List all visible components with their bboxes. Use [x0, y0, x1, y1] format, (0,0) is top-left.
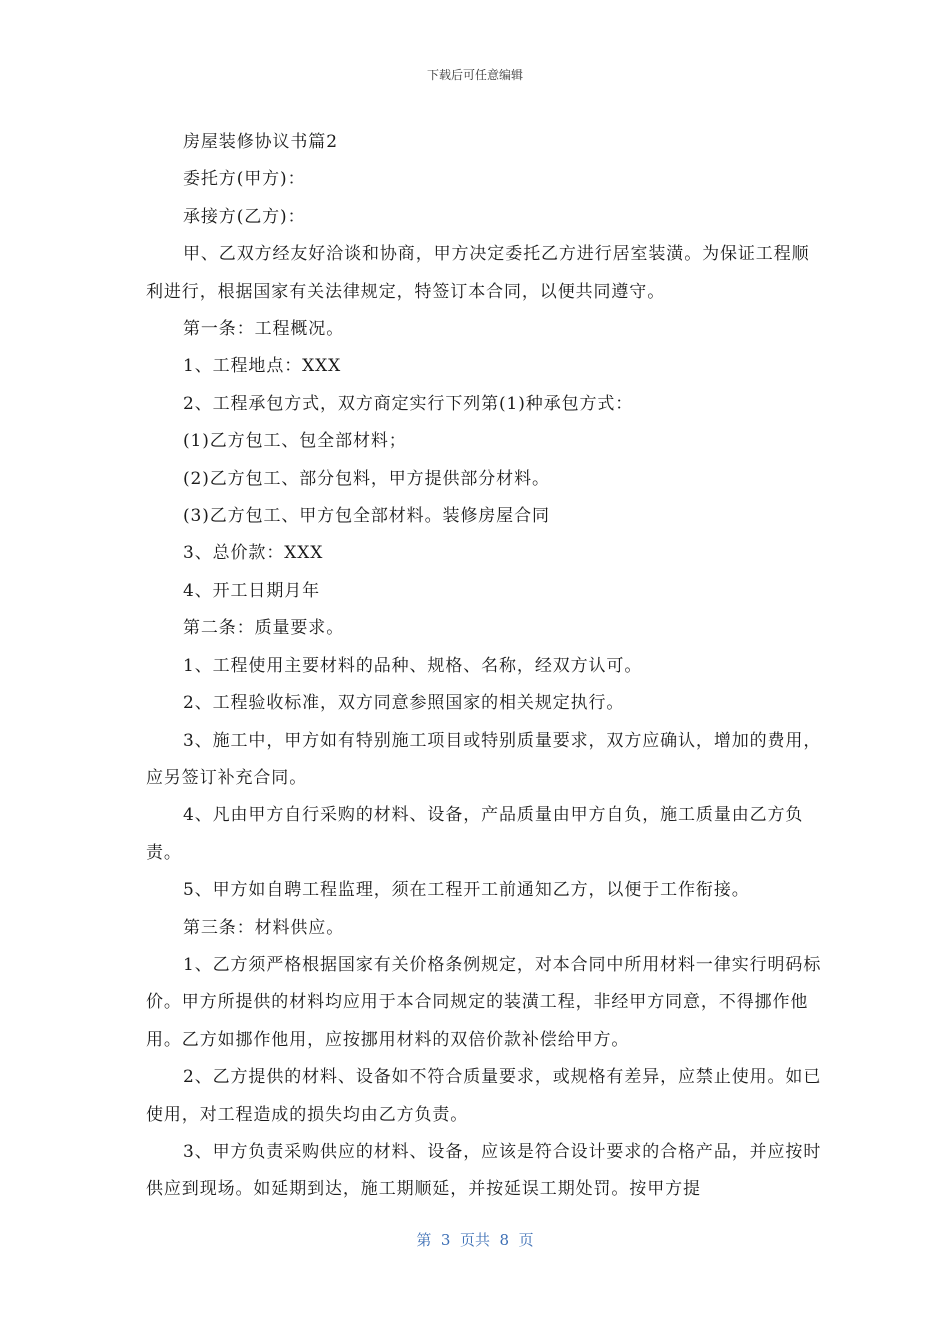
article-heading: 第一条：工程概况。 [183, 319, 345, 340]
party-a-line: 委托方(甲方)： [183, 169, 306, 190]
article-heading: 第三条：材料供应。 [183, 917, 345, 938]
page-header: 下载后可任意编辑 [426, 68, 523, 82]
clause-paragraph: 1、工程使用主要材料的品种、规格、名称，经双方认可。 [183, 655, 643, 676]
clause-paragraph: (2)乙方包工、部分包料，甲方提供部分材料。 [183, 468, 550, 489]
clause-paragraph: 3、甲方负责采购供应的材料、设备，应该是符合设计要求的合格产品，并应按时供应到现场。如延期到达，施工期顺延，并按延误工期处罚。按甲方提 [146, 1141, 822, 1200]
clause-paragraph: (1)乙方包工、包全部材料； [183, 431, 407, 452]
page-number-footer: 第 3 页共 8 页 [416, 1231, 534, 1249]
preamble-paragraph: 甲、乙双方经友好洽谈和协商，甲方决定委托乙方进行居室装潢。为保证工程顺利进行，根据国家有关法律规定，特签订本合同，以便共同遵守。 [146, 244, 810, 302]
clause-paragraph: 2、工程承包方式，双方商定实行下列第(1)种承包方式： [183, 393, 634, 414]
clause-paragraph: 3、施工中，甲方如有特别施工项目或特别质量要求，双方应确认，增加的费用，应另签订补充合同。 [146, 730, 822, 788]
section-title: 房屋装修协议书篇2 [183, 132, 338, 152]
clause-paragraph: 3、总价款：XXX [183, 543, 324, 564]
clause-paragraph: 1、工程地点：XXX [183, 356, 342, 377]
article-heading: 第二条：质量要求。 [183, 618, 345, 639]
clause-paragraph: 5、甲方如自聘工程监理，须在工程开工前通知乙方，以便于工作衔接。 [183, 880, 750, 901]
clause-paragraph: 1、乙方须严格根据国家有关价格条例规定，对本合同中所用材料一律实行明码标价。甲方所提供的材料均应用于本合同规定的装潢工程，非经甲方同意，不得挪作他用。乙方如挪作他用，应按挪用材料的双倍价款补偿给甲方。 [146, 954, 822, 1050]
clause-paragraph: 2、乙方提供的材料、设备如不符合质量要求，或规格有差异，应禁止使用。如已使用，对工程造成的损失均由乙方负责。 [146, 1067, 822, 1125]
document-body [146, 124, 826, 1209]
clause-paragraph: 4、凡由甲方自行采购的材料、设备，产品质量由甲方自负，施工质量由乙方负责。 [146, 805, 804, 863]
clause-paragraph: 4、开工日期月年 [183, 580, 321, 601]
party-b-line: 承接方(乙方)： [183, 206, 306, 227]
clause-paragraph: 2、工程验收标准，双方同意参照国家的相关规定执行。 [183, 693, 625, 714]
clause-paragraph: (3)乙方包工、甲方包全部材料。装修房屋合同 [183, 506, 550, 527]
